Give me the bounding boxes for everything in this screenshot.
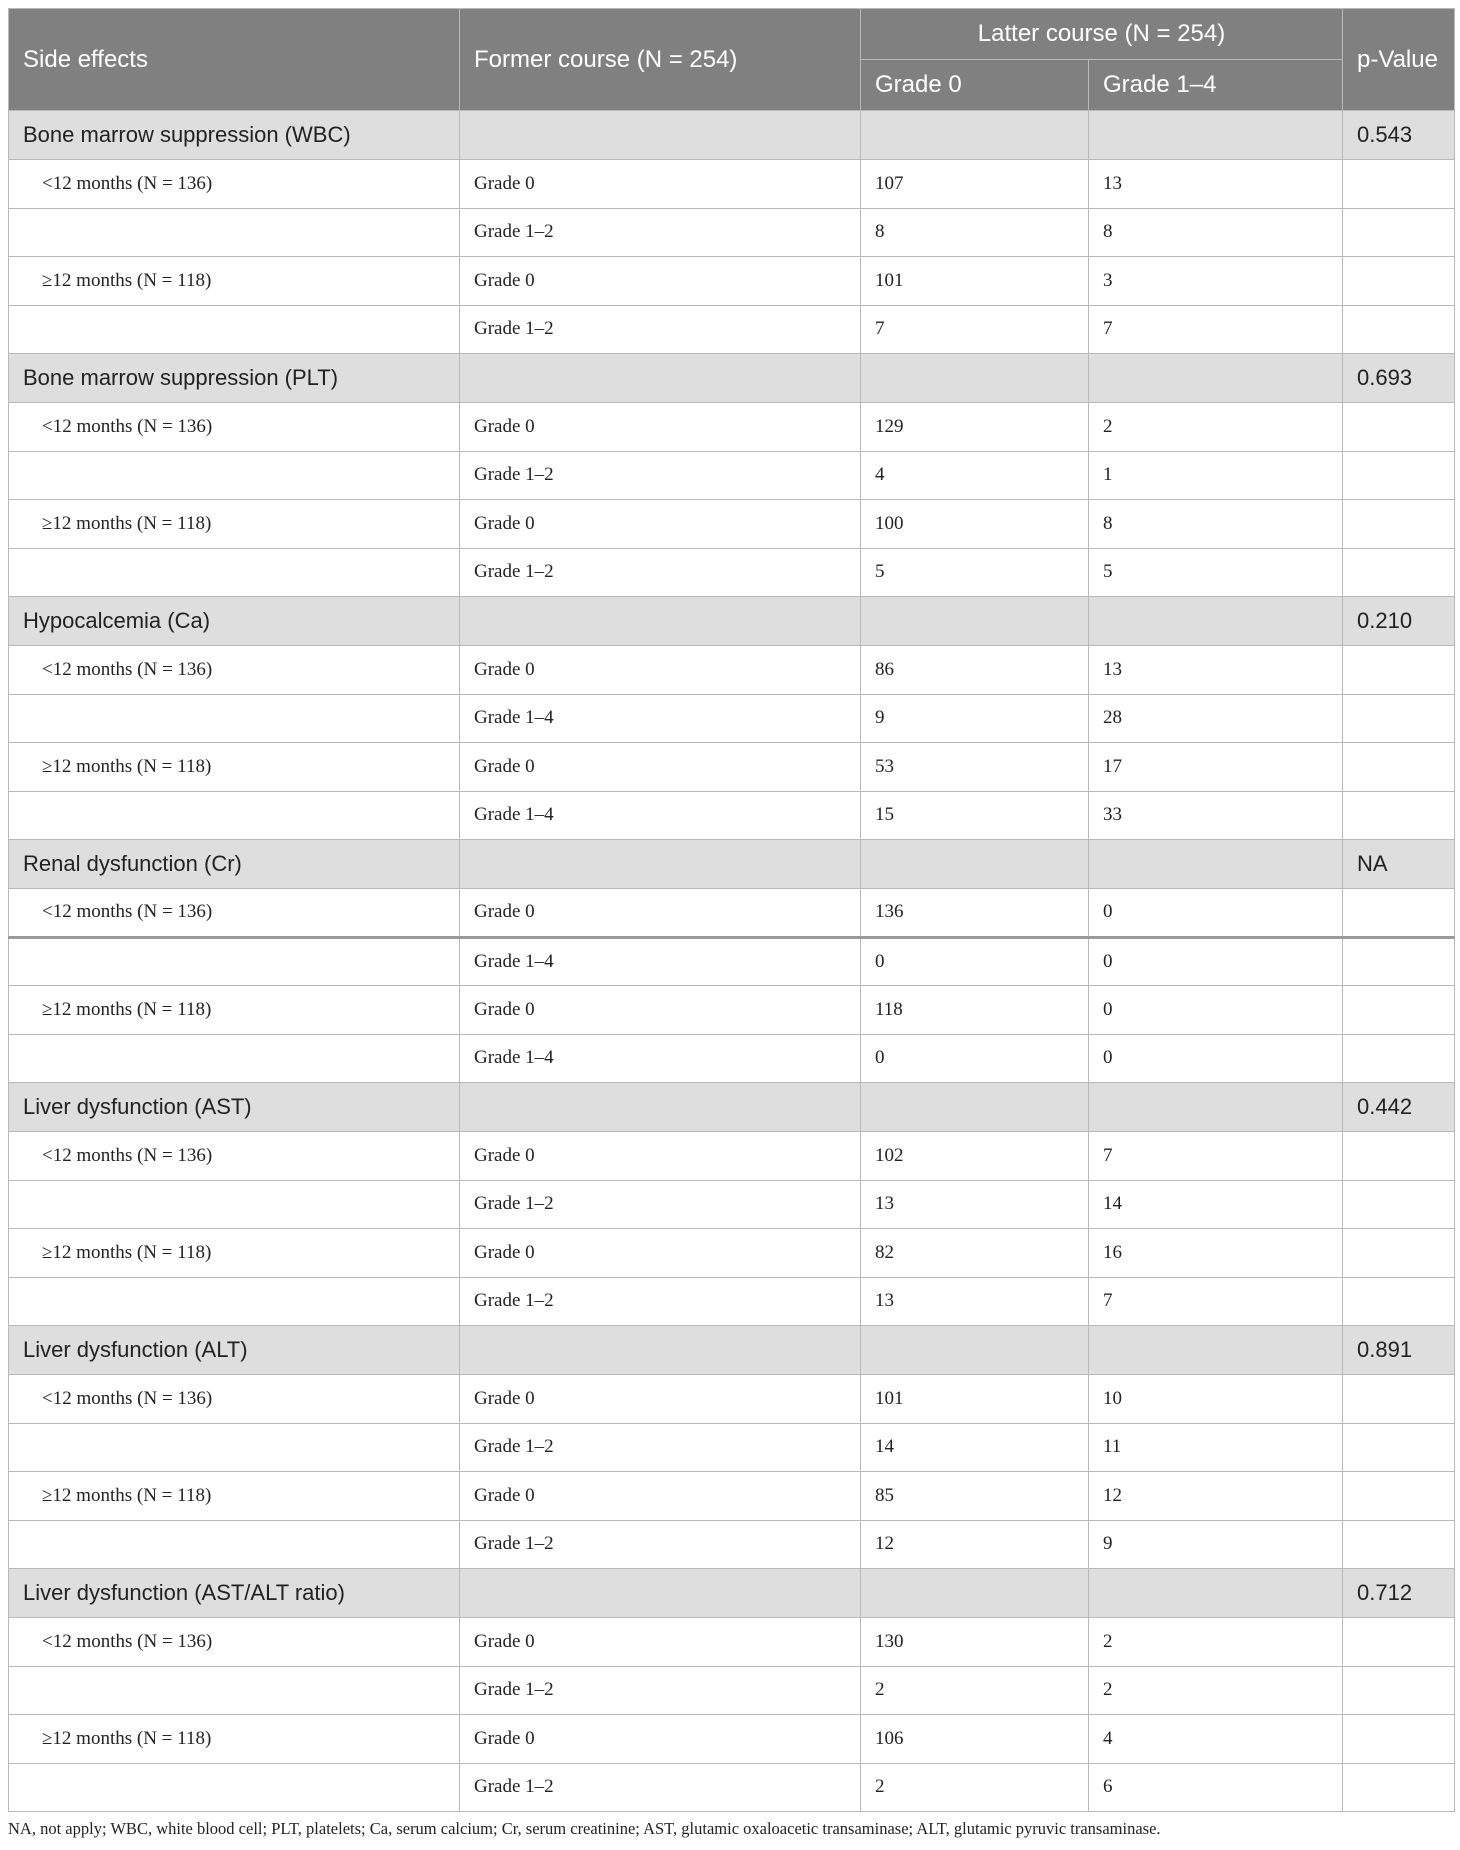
latter-grade-1-4-count: 17 xyxy=(1089,743,1343,792)
latter-grade-0-count: 2 xyxy=(861,1666,1089,1715)
former-grade-cell: Grade 1–2 xyxy=(460,1180,861,1229)
empty-cell xyxy=(1343,1277,1455,1326)
group-p-value: 0.442 xyxy=(1343,1083,1455,1132)
latter-grade-1-4-count: 13 xyxy=(1089,160,1343,209)
period-cell xyxy=(9,937,460,986)
empty-cell xyxy=(1089,1326,1343,1375)
empty-cell xyxy=(460,1326,861,1375)
latter-grade-1-4-count: 8 xyxy=(1089,208,1343,257)
header-latter-grade-1-4: Grade 1–4 xyxy=(1089,60,1343,111)
header-p-value: p-Value xyxy=(1343,9,1455,111)
latter-grade-0-count: 4 xyxy=(861,451,1089,500)
latter-grade-0-count: 7 xyxy=(861,305,1089,354)
group-name: Liver dysfunction (AST) xyxy=(9,1083,460,1132)
header-latter-course: Latter course (N = 254) xyxy=(861,9,1343,60)
table-footnote: NA, not apply; WBC, white blood cell; PLT, platelets; Ca, serum calcium; Cr, serum creatinine; AST, glutamic oxaloacetic transaminase; ALT, glutamic pyruvic transaminase. xyxy=(8,1819,1161,1838)
period-cell: <12 months (N = 136) xyxy=(9,889,460,938)
group-header-row xyxy=(9,354,1455,403)
latter-grade-1-4-count: 5 xyxy=(1089,548,1343,597)
empty-cell xyxy=(1343,1520,1455,1569)
latter-grade-0-count: 101 xyxy=(861,257,1089,306)
table-row xyxy=(9,694,1455,743)
group-name: Hypocalcemia (Ca) xyxy=(9,597,460,646)
empty-cell xyxy=(460,597,861,646)
group-name: Liver dysfunction (ALT) xyxy=(9,1326,460,1375)
table-row xyxy=(9,548,1455,597)
empty-cell xyxy=(1089,840,1343,889)
empty-cell xyxy=(861,111,1089,160)
empty-cell xyxy=(1343,1423,1455,1472)
period-cell xyxy=(9,451,460,500)
former-grade-cell: Grade 0 xyxy=(460,889,861,938)
period-cell: <12 months (N = 136) xyxy=(9,646,460,695)
latter-grade-1-4-count: 3 xyxy=(1089,257,1343,306)
empty-cell xyxy=(1343,451,1455,500)
period-cell: <12 months (N = 136) xyxy=(9,403,460,452)
empty-cell xyxy=(1343,889,1455,938)
former-grade-cell: Grade 0 xyxy=(460,1375,861,1424)
group-p-value: 0.693 xyxy=(1343,354,1455,403)
latter-grade-1-4-count: 7 xyxy=(1089,1277,1343,1326)
empty-cell xyxy=(1343,1132,1455,1181)
latter-grade-0-count: 0 xyxy=(861,937,1089,986)
former-grade-cell: Grade 0 xyxy=(460,1229,861,1278)
former-grade-cell: Grade 1–2 xyxy=(460,208,861,257)
latter-grade-0-count: 106 xyxy=(861,1715,1089,1764)
period-cell xyxy=(9,1423,460,1472)
latter-grade-0-count: 100 xyxy=(861,500,1089,549)
empty-cell xyxy=(1343,1715,1455,1764)
table-row xyxy=(9,1618,1455,1667)
latter-grade-0-count: 9 xyxy=(861,694,1089,743)
period-cell xyxy=(9,1520,460,1569)
table-row xyxy=(9,1132,1455,1181)
empty-cell xyxy=(1343,694,1455,743)
latter-grade-0-count: 130 xyxy=(861,1618,1089,1667)
latter-grade-0-count: 82 xyxy=(861,1229,1089,1278)
former-grade-cell: Grade 0 xyxy=(460,1472,861,1521)
group-header-row xyxy=(9,840,1455,889)
table-row xyxy=(9,305,1455,354)
table-row xyxy=(9,889,1455,938)
period-cell: <12 months (N = 136) xyxy=(9,1375,460,1424)
empty-cell xyxy=(861,1569,1089,1618)
table-row xyxy=(9,1375,1455,1424)
table-row xyxy=(9,1666,1455,1715)
former-grade-cell: Grade 0 xyxy=(460,1618,861,1667)
table-body xyxy=(9,111,1455,1812)
empty-cell xyxy=(861,1326,1089,1375)
latter-grade-0-count: 14 xyxy=(861,1423,1089,1472)
empty-cell xyxy=(1343,1375,1455,1424)
group-header-row xyxy=(9,1326,1455,1375)
group-p-value: 0.712 xyxy=(1343,1569,1455,1618)
latter-grade-0-count: 129 xyxy=(861,403,1089,452)
empty-cell xyxy=(1343,1034,1455,1083)
table-row xyxy=(9,1763,1455,1812)
period-cell xyxy=(9,548,460,597)
empty-cell xyxy=(1343,986,1455,1035)
header-side-effects: Side effects xyxy=(9,9,460,111)
group-name: Bone marrow suppression (PLT) xyxy=(9,354,460,403)
latter-grade-0-count: 102 xyxy=(861,1132,1089,1181)
latter-grade-1-4-count: 9 xyxy=(1089,1520,1343,1569)
latter-grade-1-4-count: 14 xyxy=(1089,1180,1343,1229)
latter-grade-1-4-count: 28 xyxy=(1089,694,1343,743)
latter-grade-0-count: 13 xyxy=(861,1277,1089,1326)
period-cell xyxy=(9,208,460,257)
empty-cell xyxy=(1089,111,1343,160)
period-cell xyxy=(9,1180,460,1229)
former-grade-cell: Grade 0 xyxy=(460,257,861,306)
group-name: Bone marrow suppression (WBC) xyxy=(9,111,460,160)
empty-cell xyxy=(1343,1666,1455,1715)
table-row xyxy=(9,1180,1455,1229)
latter-grade-1-4-count: 1 xyxy=(1089,451,1343,500)
empty-cell xyxy=(861,597,1089,646)
empty-cell xyxy=(1343,1180,1455,1229)
empty-cell xyxy=(1343,305,1455,354)
former-grade-cell: Grade 1–4 xyxy=(460,694,861,743)
empty-cell xyxy=(1343,1229,1455,1278)
period-cell xyxy=(9,791,460,840)
latter-grade-1-4-count: 7 xyxy=(1089,1132,1343,1181)
former-grade-cell: Grade 1–2 xyxy=(460,305,861,354)
period-cell: ≥12 months (N = 118) xyxy=(9,743,460,792)
period-cell: <12 months (N = 136) xyxy=(9,160,460,209)
former-grade-cell: Grade 1–4 xyxy=(460,1034,861,1083)
empty-cell xyxy=(1343,1763,1455,1812)
empty-cell xyxy=(460,1569,861,1618)
empty-cell xyxy=(460,1083,861,1132)
latter-grade-1-4-count: 4 xyxy=(1089,1715,1343,1764)
empty-cell xyxy=(861,1083,1089,1132)
latter-grade-1-4-count: 13 xyxy=(1089,646,1343,695)
empty-cell xyxy=(1089,1083,1343,1132)
empty-cell xyxy=(861,354,1089,403)
latter-grade-0-count: 0 xyxy=(861,1034,1089,1083)
period-cell: ≥12 months (N = 118) xyxy=(9,1472,460,1521)
period-cell: ≥12 months (N = 118) xyxy=(9,986,460,1035)
latter-grade-1-4-count: 12 xyxy=(1089,1472,1343,1521)
latter-grade-1-4-count: 2 xyxy=(1089,1618,1343,1667)
empty-cell xyxy=(1343,160,1455,209)
table-row xyxy=(9,257,1455,306)
former-grade-cell: Grade 1–2 xyxy=(460,451,861,500)
latter-grade-0-count: 2 xyxy=(861,1763,1089,1812)
group-name: Liver dysfunction (AST/ALT ratio) xyxy=(9,1569,460,1618)
table-row xyxy=(9,160,1455,209)
empty-cell xyxy=(460,111,861,160)
former-grade-cell: Grade 1–2 xyxy=(460,1763,861,1812)
group-p-value: 0.891 xyxy=(1343,1326,1455,1375)
table-row xyxy=(9,791,1455,840)
latter-grade-0-count: 15 xyxy=(861,791,1089,840)
empty-cell xyxy=(1343,403,1455,452)
group-header-row xyxy=(9,111,1455,160)
header-latter-grade-0: Grade 0 xyxy=(861,60,1089,111)
latter-grade-1-4-count: 16 xyxy=(1089,1229,1343,1278)
former-grade-cell: Grade 0 xyxy=(460,160,861,209)
empty-cell xyxy=(1343,548,1455,597)
period-cell: ≥12 months (N = 118) xyxy=(9,500,460,549)
period-cell: ≥12 months (N = 118) xyxy=(9,257,460,306)
table-row xyxy=(9,500,1455,549)
table-row xyxy=(9,1715,1455,1764)
empty-cell xyxy=(1343,646,1455,695)
former-grade-cell: Grade 1–2 xyxy=(460,1277,861,1326)
former-grade-cell: Grade 1–2 xyxy=(460,1520,861,1569)
empty-cell xyxy=(1343,743,1455,792)
table-row xyxy=(9,937,1455,986)
table-row xyxy=(9,208,1455,257)
latter-grade-1-4-count: 2 xyxy=(1089,1666,1343,1715)
period-cell xyxy=(9,1277,460,1326)
latter-grade-0-count: 101 xyxy=(861,1375,1089,1424)
former-grade-cell: Grade 0 xyxy=(460,403,861,452)
former-grade-cell: Grade 0 xyxy=(460,1132,861,1181)
latter-grade-1-4-count: 2 xyxy=(1089,403,1343,452)
latter-grade-0-count: 85 xyxy=(861,1472,1089,1521)
table-row xyxy=(9,1520,1455,1569)
period-cell: ≥12 months (N = 118) xyxy=(9,1229,460,1278)
former-grade-cell: Grade 1–4 xyxy=(460,791,861,840)
empty-cell xyxy=(1089,1569,1343,1618)
latter-grade-1-4-count: 33 xyxy=(1089,791,1343,840)
group-header-row xyxy=(9,1083,1455,1132)
former-grade-cell: Grade 0 xyxy=(460,1715,861,1764)
table-row xyxy=(9,1034,1455,1083)
group-name: Renal dysfunction (Cr) xyxy=(9,840,460,889)
table-row xyxy=(9,1423,1455,1472)
former-grade-cell: Grade 1–4 xyxy=(460,937,861,986)
period-cell: ≥12 months (N = 118) xyxy=(9,1715,460,1764)
group-header-row xyxy=(9,597,1455,646)
header-former-course: Former course (N = 254) xyxy=(460,9,861,111)
table-container xyxy=(8,8,1454,1812)
former-grade-cell: Grade 1–2 xyxy=(460,548,861,597)
table-row xyxy=(9,986,1455,1035)
latter-grade-0-count: 5 xyxy=(861,548,1089,597)
table-row xyxy=(9,451,1455,500)
empty-cell xyxy=(1089,354,1343,403)
latter-grade-0-count: 86 xyxy=(861,646,1089,695)
period-cell: <12 months (N = 136) xyxy=(9,1132,460,1181)
latter-grade-1-4-count: 0 xyxy=(1089,937,1343,986)
group-p-value: 0.210 xyxy=(1343,597,1455,646)
latter-grade-1-4-count: 0 xyxy=(1089,1034,1343,1083)
latter-grade-1-4-count: 11 xyxy=(1089,1423,1343,1472)
empty-cell xyxy=(1343,1472,1455,1521)
empty-cell xyxy=(1343,500,1455,549)
latter-grade-1-4-count: 8 xyxy=(1089,500,1343,549)
former-grade-cell: Grade 0 xyxy=(460,986,861,1035)
latter-grade-0-count: 136 xyxy=(861,889,1089,938)
empty-cell xyxy=(1343,1618,1455,1667)
empty-cell xyxy=(1343,937,1455,986)
former-grade-cell: Grade 0 xyxy=(460,743,861,792)
period-cell xyxy=(9,694,460,743)
period-cell xyxy=(9,1666,460,1715)
latter-grade-1-4-count: 6 xyxy=(1089,1763,1343,1812)
empty-cell xyxy=(460,354,861,403)
period-cell xyxy=(9,1763,460,1812)
latter-grade-0-count: 107 xyxy=(861,160,1089,209)
latter-grade-0-count: 12 xyxy=(861,1520,1089,1569)
empty-cell xyxy=(1343,208,1455,257)
latter-grade-1-4-count: 7 xyxy=(1089,305,1343,354)
former-grade-cell: Grade 0 xyxy=(460,646,861,695)
table-row xyxy=(9,1229,1455,1278)
latter-grade-1-4-count: 0 xyxy=(1089,986,1343,1035)
table-row xyxy=(9,743,1455,792)
latter-grade-1-4-count: 10 xyxy=(1089,1375,1343,1424)
former-grade-cell: Grade 1–2 xyxy=(460,1666,861,1715)
empty-cell xyxy=(460,840,861,889)
latter-grade-0-count: 118 xyxy=(861,986,1089,1035)
period-cell: <12 months (N = 136) xyxy=(9,1618,460,1667)
table-row xyxy=(9,1472,1455,1521)
empty-cell xyxy=(1343,257,1455,306)
group-p-value: NA xyxy=(1343,840,1455,889)
latter-grade-0-count: 53 xyxy=(861,743,1089,792)
table-header xyxy=(9,9,1455,111)
latter-grade-0-count: 13 xyxy=(861,1180,1089,1229)
table-row xyxy=(9,403,1455,452)
period-cell xyxy=(9,305,460,354)
table-row xyxy=(9,1277,1455,1326)
former-grade-cell: Grade 1–2 xyxy=(460,1423,861,1472)
former-grade-cell: Grade 0 xyxy=(460,500,861,549)
side-effects-table xyxy=(8,8,1455,1812)
group-p-value: 0.543 xyxy=(1343,111,1455,160)
empty-cell xyxy=(1343,791,1455,840)
table-row xyxy=(9,646,1455,695)
empty-cell xyxy=(1089,597,1343,646)
empty-cell xyxy=(861,840,1089,889)
latter-grade-1-4-count: 0 xyxy=(1089,889,1343,938)
period-cell xyxy=(9,1034,460,1083)
group-header-row xyxy=(9,1569,1455,1618)
latter-grade-0-count: 8 xyxy=(861,208,1089,257)
